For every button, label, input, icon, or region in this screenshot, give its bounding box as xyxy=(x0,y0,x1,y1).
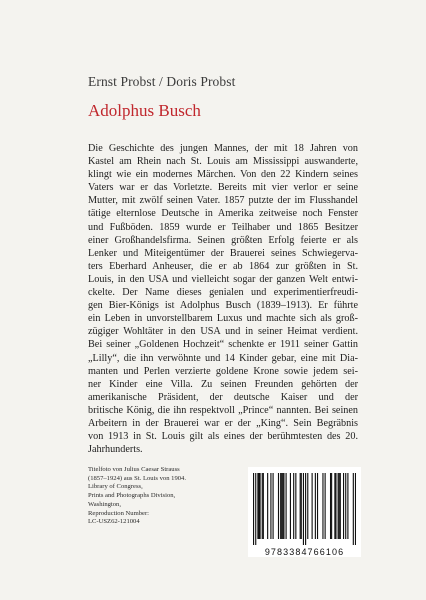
credit-line: (1857–1924) aus St. Louis von 1904. xyxy=(88,474,186,482)
credit-line: Prints and Photographs Division, xyxy=(88,492,176,500)
barcode-bar xyxy=(340,473,341,539)
barcode-bar xyxy=(293,473,294,539)
barcode-bar xyxy=(262,473,263,539)
blurb-line: einer Großhandelsfirma. Seinen größten Erfolg feierte er als xyxy=(88,234,358,246)
barcode-bar xyxy=(338,473,339,539)
barcode-bar xyxy=(258,473,259,539)
book-title: Adolphus Busch xyxy=(88,101,201,120)
blurb-line: britische König, die ihn respektvoll „Prince“ nannten. Bei seinen xyxy=(88,404,358,416)
barcode-bar xyxy=(278,473,279,539)
barcode-bar xyxy=(270,473,271,539)
blurb-text xyxy=(88,142,358,456)
blurb-line: zügiger Wohltäter in den USA und in seiner Heimat verdient. xyxy=(88,326,358,338)
barcode-bar xyxy=(312,473,313,539)
barcode-number: 9783384766106 xyxy=(264,547,345,557)
blurb-line: Die Geschichte des jungen Mannes, der mit 18 Jahren von xyxy=(88,143,358,154)
barcode-bar xyxy=(280,473,281,539)
blurb-line: amerikanische Präsident, der deutsche Kaiser und der xyxy=(88,391,358,403)
barcode-bar xyxy=(339,473,340,539)
barcode-bar xyxy=(347,473,348,539)
blurb-line: und Fußböden. 1859 wurde er Teilhaber und 1865 Besitzer xyxy=(88,221,358,233)
credit-line: LC-USZ62-121004 xyxy=(88,518,140,526)
barcode-bar xyxy=(253,473,254,545)
blurb-line: ckelte. Der Name dieses genialen und experimentierfreudi- xyxy=(88,287,358,299)
blurb-line: Bei seiner „Goldenen Hochzeit“ schenkte er 1911 seiner Gattin xyxy=(88,339,358,351)
blurb-line: klingt wie ein modernes Märchen. Von den 22 Kindern seines xyxy=(88,169,358,181)
barcode-bar xyxy=(257,473,258,539)
barcode-bar xyxy=(286,473,287,539)
barcode-bar xyxy=(330,473,331,539)
credit-line: Library of Congress, xyxy=(88,483,143,491)
barcode-bar xyxy=(325,473,326,539)
blurb-line: ters Eberhard Anheuser, die er ab 1864 zur größten in St. xyxy=(88,260,358,272)
isbn-barcode xyxy=(248,467,361,557)
blurb-line: gen Bier-Königs ist Adolphus Busch (1839–1913). Er führte xyxy=(88,300,358,312)
barcode-bar xyxy=(334,473,335,539)
barcode-bar xyxy=(317,473,318,539)
barcode-bar xyxy=(295,473,296,539)
author-names: Ernst Probst / Doris Probst xyxy=(88,74,236,89)
blurb-line: ner Kinder eine Villa. Zu seinen Freunden gehörten der xyxy=(88,378,358,390)
barcode-bar xyxy=(315,473,316,539)
barcode-bar xyxy=(300,473,301,539)
barcode-bar xyxy=(353,473,354,545)
barcode-bar xyxy=(283,473,284,539)
blurb-line: Vaters war er das Vorletzte. Bereits mit vier verlor er seine xyxy=(88,182,358,194)
barcode-bars xyxy=(253,473,356,545)
barcode-bar xyxy=(290,473,291,539)
barcode-bar xyxy=(345,473,346,539)
barcode-bar xyxy=(260,473,261,539)
barcode-bar xyxy=(282,473,283,539)
blurb-line: Jahrhunderts. xyxy=(88,444,143,456)
blurb-line: ein Leben in unvorstellbarem Luxus und machte sich als groß- xyxy=(88,313,358,325)
barcode-bar xyxy=(263,473,264,539)
blurb-line: manten und Perlen verzierte goldene Krone sowie jedem sei- xyxy=(88,365,358,377)
barcode-bar xyxy=(343,473,344,539)
blurb-line: Louis, in den USA und vielleicht sogar der ganzen Welt entwi- xyxy=(88,273,358,285)
barcode-bar xyxy=(301,473,302,539)
blurb-line: Mutter, mit zwölf seinen Vater. 1857 putzte der im Flusshandel xyxy=(88,195,358,207)
barcode-bar xyxy=(267,473,268,539)
barcode-bar xyxy=(281,473,282,539)
credit-line: Titelfoto von Julius Caesar Strauss xyxy=(88,466,180,473)
barcode-bar xyxy=(331,473,332,539)
barcode-bar xyxy=(305,473,306,545)
credit-line: Reproduction Number: xyxy=(88,509,149,517)
blurb-line: Lenker und Miteigentümer der Brauerei seines Schwiegerva- xyxy=(88,247,358,259)
barcode-bar xyxy=(273,473,274,539)
photo-credit xyxy=(88,466,238,527)
barcode-bar xyxy=(335,473,336,539)
blurb-line: Arbeitern in der Brauerei war er der „King“. Sein Begräbnis xyxy=(88,417,358,429)
barcode-bar xyxy=(322,473,323,539)
blurb-line: „Lilly“, die ihn verwöhnte und 14 Kinder gebar, eine mit Dia- xyxy=(88,352,358,364)
blurb-line: tätige elternlose Deutsche in Amerika zeitweise noch Fenster xyxy=(88,208,358,220)
credit-line: Washington, xyxy=(88,500,121,508)
blurb-line: von 1913 in St. Louis gilt als eines der berühmtesten des 20. xyxy=(88,431,358,443)
barcode-bar xyxy=(255,473,256,545)
barcode-bar xyxy=(355,473,356,545)
barcode-bar xyxy=(307,473,308,539)
blurb-line: Kastel am Rhein nach St. Louis am Mississippi auswanderte, xyxy=(88,156,358,168)
barcode-bar xyxy=(303,473,304,545)
